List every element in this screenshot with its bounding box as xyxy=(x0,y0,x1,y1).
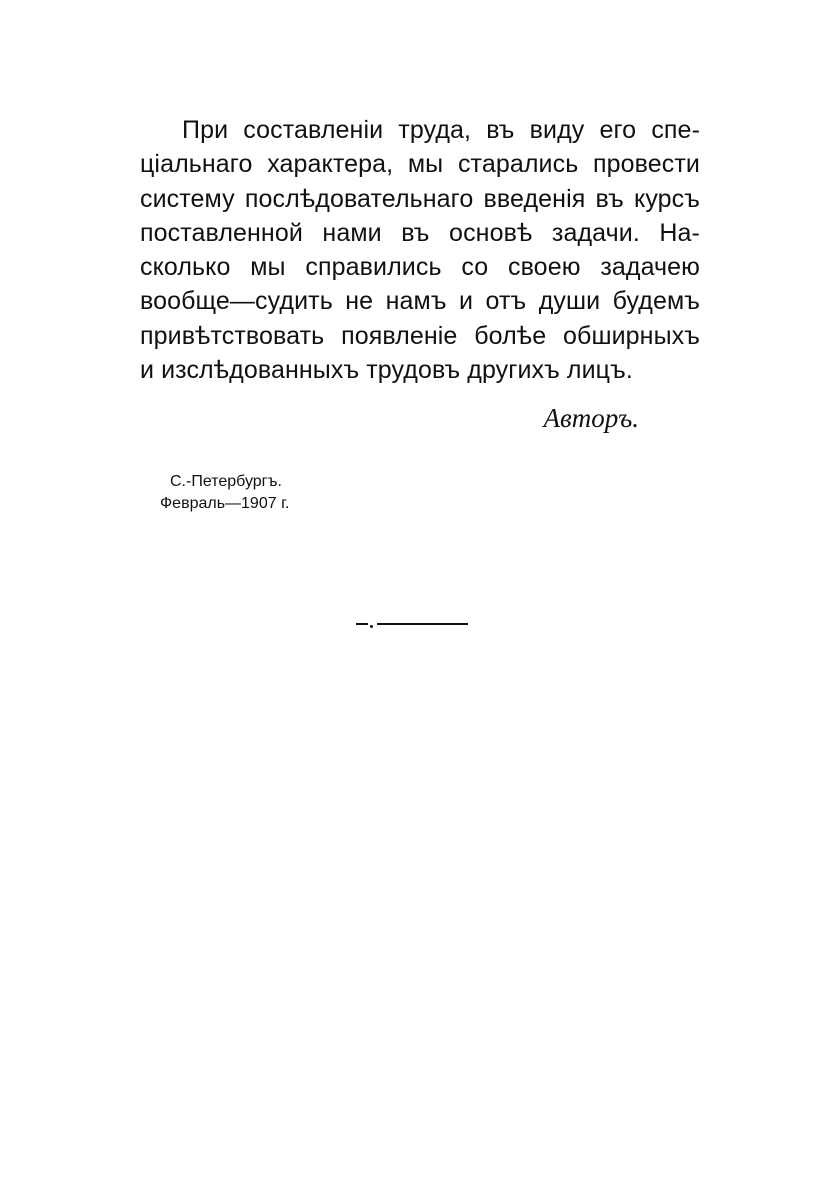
paragraph-line: систему послѣдовательнаго введенія въ курсъ xyxy=(140,184,700,213)
paragraph-line: и изслѣдованныхъ трудовъ другихъ лицъ. xyxy=(140,356,633,385)
paragraph-line: сколько мы справились со своею задачею xyxy=(140,253,700,282)
paragraph-line: поставленной нами въ основѣ задачи. На- xyxy=(140,218,700,247)
ornament-dot xyxy=(370,625,373,628)
ornament-rule-left xyxy=(356,623,368,625)
paragraph-line: ціальнаго характера, мы старались провести xyxy=(140,150,700,179)
preface-paragraph xyxy=(140,113,700,387)
place-date-block xyxy=(150,471,320,515)
place-text: С.-Петербургъ. xyxy=(170,473,282,490)
paragraph-line: привѣтствовать появленіе болѣе обширныхъ xyxy=(140,321,700,350)
paragraph-line: вообще—судить не намъ и отъ души будемъ xyxy=(140,287,700,316)
author-signature: Авторъ. xyxy=(543,403,639,433)
paragraph-line: При составленіи труда, въ виду его спе- xyxy=(182,116,700,144)
end-ornament xyxy=(356,622,468,628)
date-text: Февраль—1907 г. xyxy=(160,495,290,512)
ornament-rule-right xyxy=(377,623,468,625)
